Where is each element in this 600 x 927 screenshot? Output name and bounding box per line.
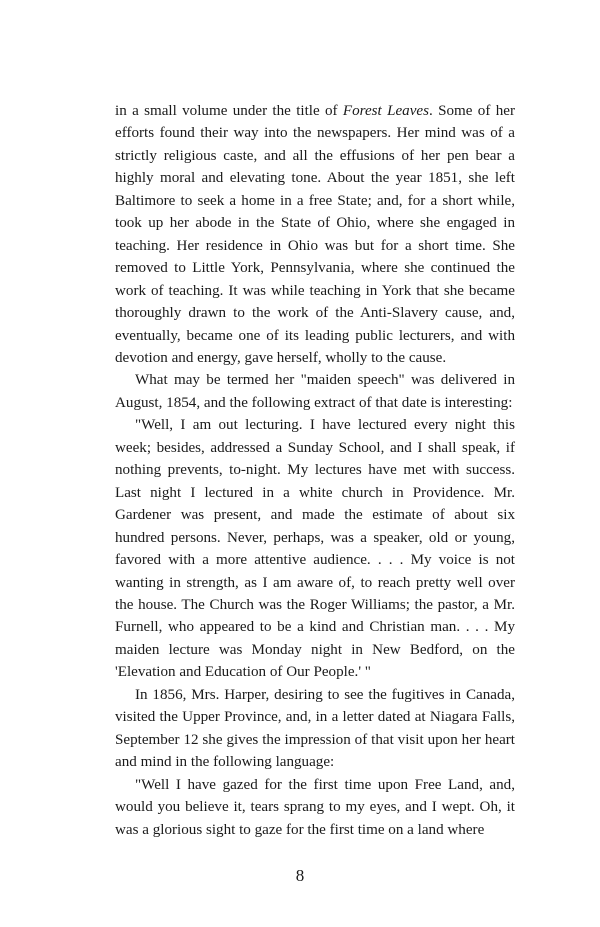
paragraph-5-quote: "Well I have gazed for the first time upon Free Land, and, would you believe it, tears sprang to my eyes, and I wept. Oh, it was a glorious sight to gaze for the first time on a land where: [115, 776, 515, 838]
paragraph-3-quote: "Well, I am out lecturing. I have lectured every night this week; besides, addressed a Sunday School, and I shall speak, if nothing prevents, to-night. My lectures have met with success. Last night I lectured in a white church in Providence. Mr. Gardener was present, and made the estimate of about six hundred persons. Never, perhaps, was a speaker, old or young, favored with a more attentive audience. . . . My voice is not wanting in strength, as I am aware of, to reach pretty well over the house. The Church was the Roger Williams; the pastor, a Mr. Furnell, who appeared to be a kind and Christian man. . . . My maiden lecture was Monday night in New Bedford, on the 'Elevation and Education of Our People.' ": [115, 417, 515, 681]
book-title-forest-leaves: Forest Leaves: [342, 103, 429, 119]
paragraph-4: In 1856, Mrs. Harper, desiring to see the fugitives in Canada, visited the Upper Province, and, in a letter dated at Niagara Falls, September 12 she gives the impression of that visit upon her heart and mind in the following language:: [115, 686, 515, 771]
paragraph-2: What may be termed her "maiden speech" was delivered in August, 1854, and the following extract of that date is interesting:: [115, 372, 515, 411]
paragraph-1-rest: . Some of her efforts found their way into the newspapers. Her mind was of a strictly religious caste, and all the effusions of her pen bear a highly moral and elevating tone. About the year 1851, she left Baltimore to seek a home in a free State; and, for a short while, took up her abode in the State of Ohio, where she engaged in teaching. Her residence in Ohio was but for a short time. She removed to Little York, Pennsylvania, where she continued the work of teaching. It was while teaching in York that she became thoroughly drawn to the work of the Anti-Slavery cause, and, eventually, became one of its leading public lecturers, and with devotion and energy, gave herself, wholly to the cause.: [115, 103, 515, 366]
body-text: [115, 100, 515, 841]
paragraph-1: [115, 100, 515, 369]
paragraph-1-start: in a small volume under the title of: [115, 103, 343, 119]
page-number: 8: [295, 866, 305, 885]
